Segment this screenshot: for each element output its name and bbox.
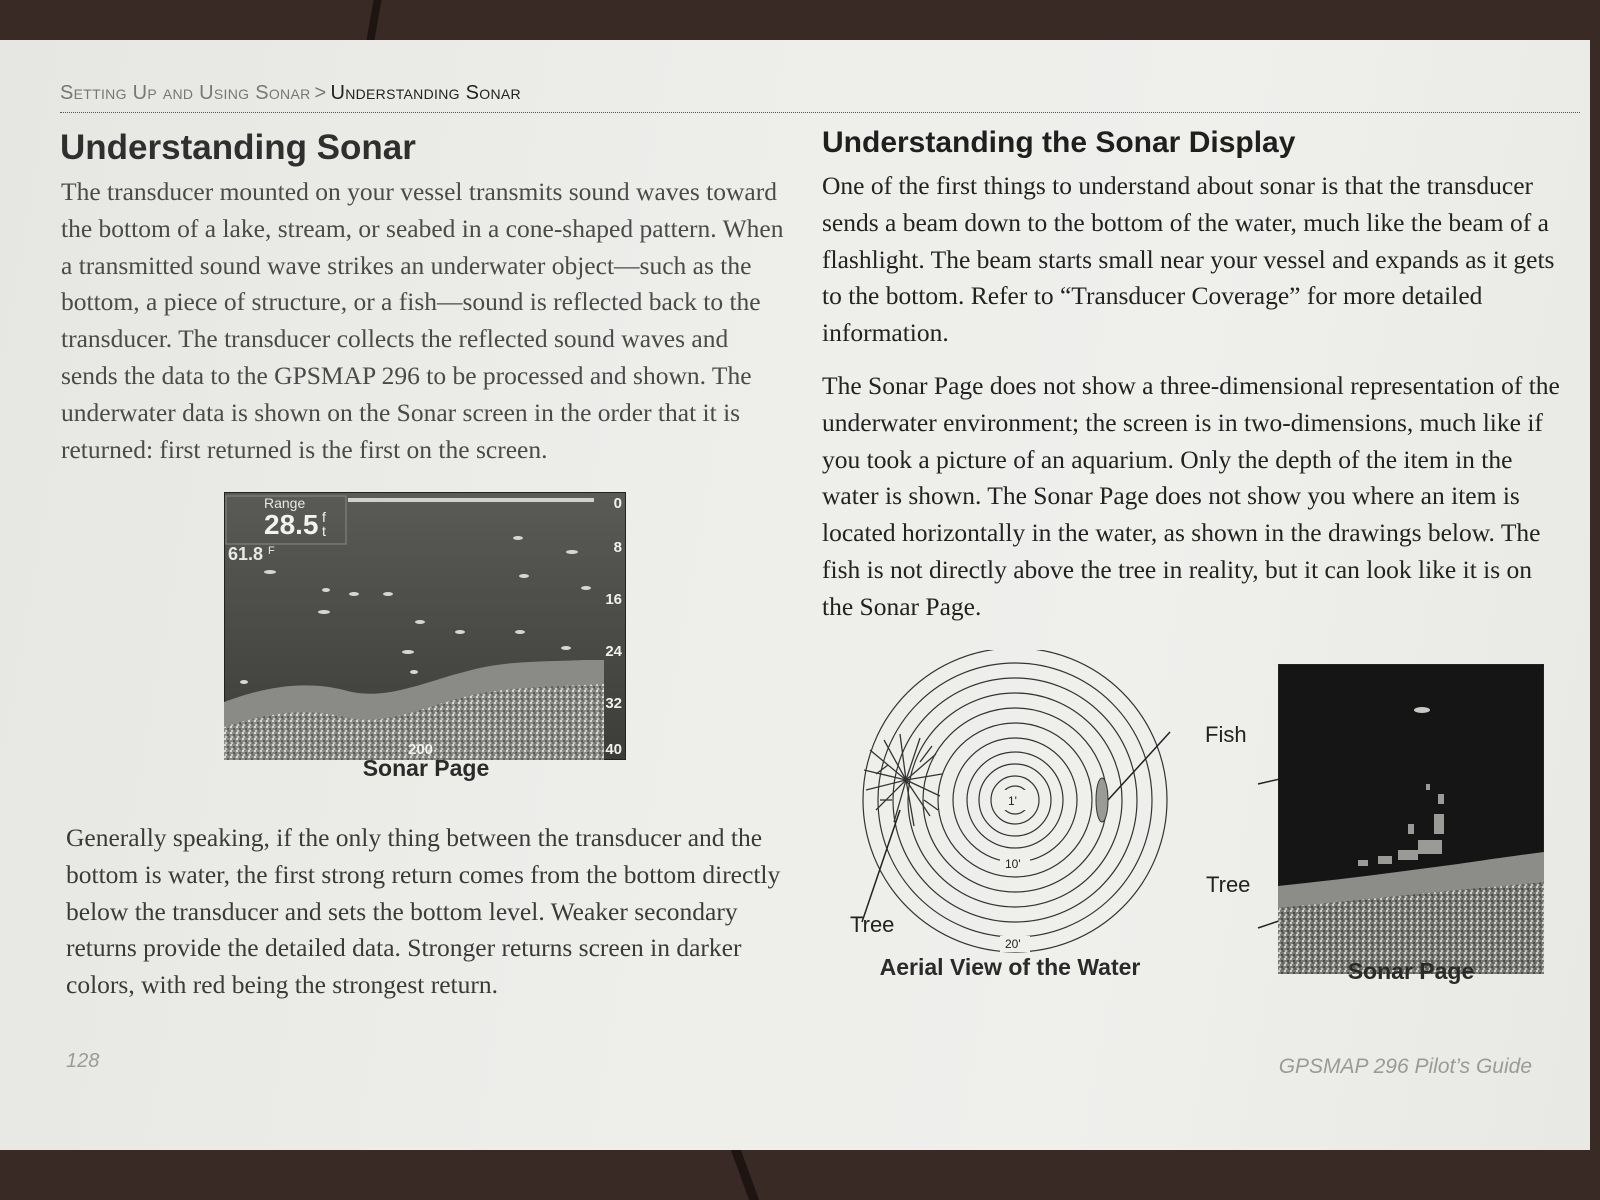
sonar-range-unit-top: f: [322, 509, 326, 525]
breadcrumb-separator: >: [314, 82, 327, 104]
fish-arch: [322, 588, 330, 592]
left-paragraph-2: Generally speaking, if the only thing between the transducer and the bottom is water, the first strong return comes from the bottom directly below the transducer and sets the bottom level. Weaker secondary returns provide the detailed data. Stronger returns screen in darker colors, with red being the strongest return.: [66, 823, 781, 1000]
right-paragraph-2: The Sonar Page does not show a three-dimensional representation of the underwater environment; the screen is in two-dimensions, much like if you took a picture of an aquarium. Only the depth of the item in the water is shown. The Sonar Page does not show you where an item is located horizontally in the water, as shown in the drawings below. The fish is not directly above the tree in reality, but it can look like it is on the Sonar Page.: [822, 371, 1560, 621]
sonar2-caption: Sonar Page: [1347, 958, 1475, 984]
sonar-range-label: Range: [264, 495, 306, 511]
depth-tick: 8: [613, 539, 622, 556]
breadcrumb-section: Setting Up and Using Sonar: [60, 82, 311, 104]
right-heading: Understanding the Sonar Display: [822, 126, 1296, 159]
fish-arch: [349, 592, 359, 596]
aerial-tree-label: Tree: [850, 912, 895, 937]
sonar-temperature: 61.8: [228, 544, 264, 564]
fish-arch: [415, 620, 425, 624]
sonar2-tree-label: Tree: [1206, 872, 1251, 897]
right-paragraph-1: One of the first things to understand about sonar is that the transducer sends a beam down to the bottom of the water, much like the beam of a flashlight. The beam starts small near your vessel and expands as it gets to the bottom. Refer to “Transducer Coverage” for more detailed information.: [822, 171, 1555, 348]
breadcrumb: [60, 82, 1580, 113]
fish-arch: [240, 680, 248, 684]
depth-tick: 32: [605, 695, 622, 712]
sonar-page-caption: Sonar Page: [362, 755, 490, 781]
fish-arch: [581, 586, 591, 590]
depth-tick: 16: [605, 591, 622, 608]
fish-arch: [264, 570, 276, 574]
sonar-top-bar: [348, 498, 594, 502]
sonar-page-figure: [224, 492, 626, 760]
fish-arch: [513, 536, 523, 540]
ring-label-10ft: 10': [1005, 857, 1021, 871]
sonar-temperature-unit: F: [268, 545, 275, 557]
sonar-frequency: 200: [408, 741, 434, 758]
fish-arch: [318, 610, 330, 614]
ring-label-1ft: 1': [1008, 794, 1017, 808]
sonar2-fish-return: [1414, 707, 1430, 713]
tree-icon: [864, 734, 942, 826]
fish-arch: [383, 592, 393, 596]
sonar-range-value: 28.5: [264, 509, 319, 540]
fish-arch: [519, 574, 529, 578]
left-paragraph-1: The transducer mounted on your vessel transmits sound waves toward the bottom of a lake, stream, or seabed in a cone-shaped pattern. When a transmitted sound wave strikes an underwater object—such as the bottom, a piece of structure, or a fish—sound is reflected back to the transducer. The transducer collects the reflected sound waves and sends the data to the GPSMAP 296 to be processed and shown. The underwater data is shown on the Sonar screen in the order that it is returned: first returned is the first on the screen.: [61, 177, 784, 464]
fish-arch: [402, 650, 414, 654]
depth-tick: 40: [605, 741, 622, 758]
fish-arch: [410, 670, 418, 674]
fish-arch: [455, 630, 465, 634]
fish-arch: [515, 630, 525, 634]
footer-title: GPSMAP 296 Pilot’s Guide: [1278, 1055, 1532, 1078]
manual-page: [0, 40, 1590, 1150]
aerial-fish-label: Fish: [1205, 722, 1247, 747]
fish-arch: [566, 550, 578, 554]
sonar-range-unit-bottom: t: [322, 523, 326, 539]
fish-arch: [561, 646, 571, 650]
aerial-view-diagram: [840, 650, 1260, 970]
floor-seam: [366, 0, 381, 40]
page-number: 128: [66, 1050, 100, 1072]
depth-tick: 0: [613, 495, 622, 512]
aerial-view-caption: Aerial View of the Water: [879, 954, 1141, 980]
fish-icon: [1096, 778, 1108, 822]
floor-seam: [731, 1150, 759, 1200]
depth-tick: 24: [605, 643, 622, 660]
left-heading: Understanding Sonar: [60, 128, 416, 167]
sonar2-figure: [1278, 664, 1544, 974]
ring-label-20ft: 20': [1005, 937, 1021, 951]
breadcrumb-current: Understanding Sonar: [330, 82, 521, 104]
